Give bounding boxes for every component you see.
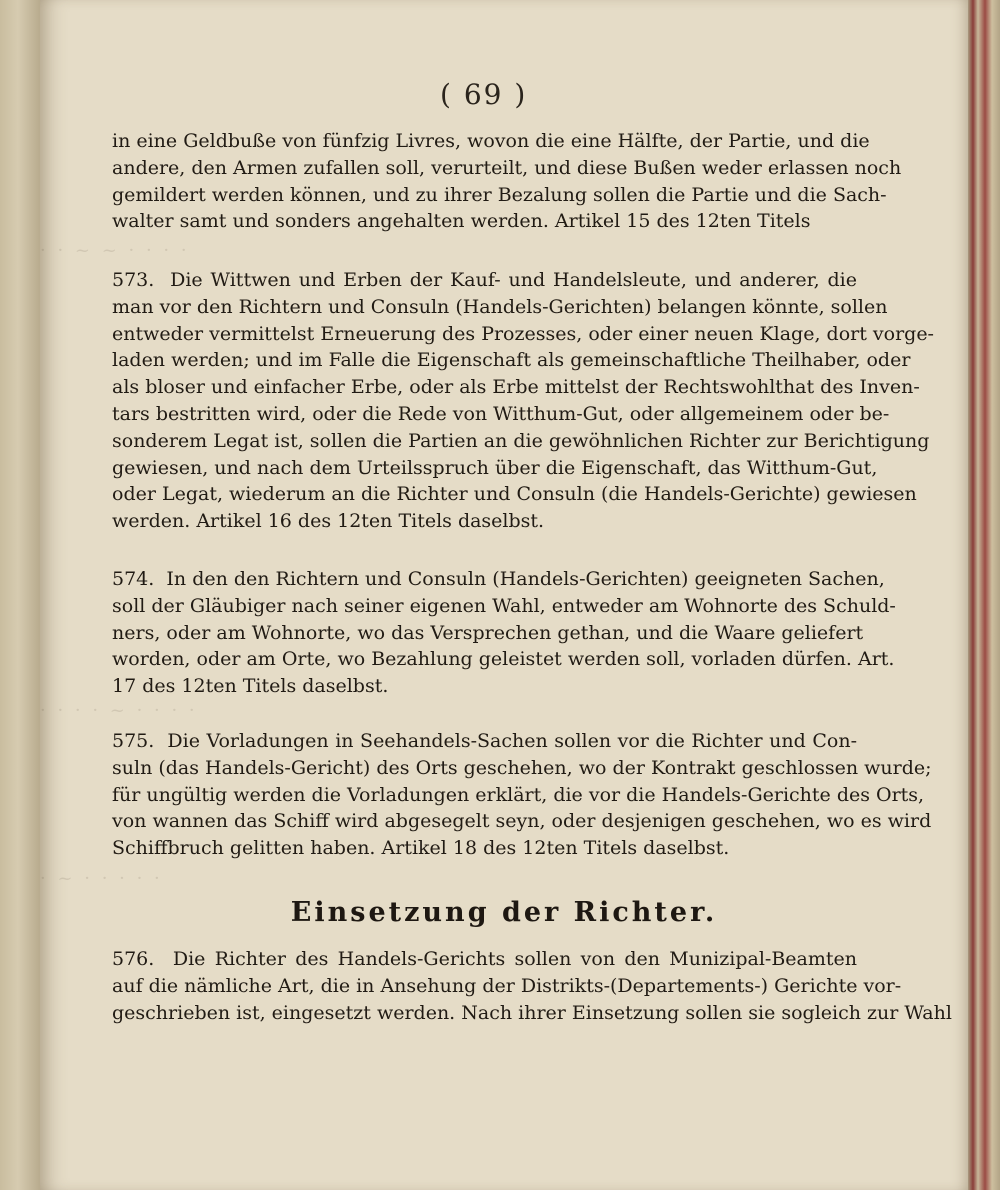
- text-line: entweder vermittelst Erneuerung des Prozesses, oder einer neuen Klage, dort vorge-: [112, 322, 934, 345]
- text-line: werden. Artikel 16 des 12ten Titels daselbst.: [112, 510, 545, 533]
- text-line: in eine Geldbuße von fünfzig Livres, wovon die eine Hälfte, der Partie, und die: [112, 130, 870, 152]
- text-line: auf die nämliche Art, die in Ansehung der Distrikts-(Departements-) Gerichte vor-: [112, 974, 902, 997]
- paragraph-576: [112, 946, 952, 1026]
- text-line: [112, 566, 885, 593]
- text-line: Schiffbruch gelitten haben. Artikel 18 des 12ten Titels daselbst.: [112, 837, 730, 860]
- left-page-fold: [0, 0, 40, 1190]
- paragraph-number: 575.: [112, 730, 155, 752]
- text-line: man vor den Richtern und Consuln (Handels-Gerichten) belangen könnte, sollen: [112, 295, 888, 318]
- text-line: andere, den Armen zufallen soll, verurteilt, und diese Bußen weder erlassen noch: [112, 156, 902, 179]
- text-line: oder Legat, wiederum an die Richter und Consuln (die Handels-Gerichte) gewiesen: [112, 483, 917, 506]
- text-line: worden, oder am Orte, wo Bezahlung geleistet werden soll, vorladen dürfen. Art.: [112, 648, 895, 671]
- text-line: als bloser und einfacher Erbe, oder als Erbe mittelst der Rechtswohlthat des Inven-: [112, 376, 920, 399]
- text-line: tars bestritten wird, oder die Rede von Witthum-Gut, oder allgemeinem oder be-: [112, 402, 890, 425]
- text-line: 17 des 12ten Titels daselbst.: [112, 675, 389, 698]
- text-line: [112, 728, 857, 755]
- paragraph-573: [112, 267, 934, 535]
- text-line: soll der Gläubiger nach seiner eigenen Wahl, entweder am Wohnorte des Schuld-: [112, 594, 896, 617]
- text-line: laden werden; und im Falle die Eigenschaft als gemeinschaftliche Theilhaber, oder: [112, 349, 911, 372]
- text-line: für ungültig werden die Vorladungen erklärt, die vor die Handels-Gerichte des Orts,: [112, 783, 925, 806]
- paragraph-number: 574.: [112, 568, 155, 590]
- paragraph-text: In den den Richtern und Consuln (Handels-Gerichten) geeigneten Sachen,: [166, 568, 885, 590]
- text-line: [112, 267, 857, 294]
- paragraph-574: [112, 566, 896, 700]
- text-line: gemildert werden können, und zu ihrer Bezalung sollen die Partie und die Sach-: [112, 183, 887, 206]
- text-line: gewiesen, und nach dem Urteilsspruch über die Eigenschaft, das Witthum-Gut,: [112, 456, 878, 479]
- page-number: ( 69 ): [440, 78, 528, 111]
- bleed-through-text: · ~ · · · · ·: [40, 868, 163, 889]
- paragraph-text: Die Wittwen und Erben der Kauf- und Handelsleute, und anderer, die: [170, 269, 857, 291]
- text-line: sonderem Legat ist, sollen die Partien an die gewöhnlichen Richter zur Berichtigung: [112, 429, 930, 452]
- paragraph-text: Die Richter des Handels-Gerichts sollen von den Munizipal-Beamten: [172, 948, 857, 970]
- paragraph-575: [112, 728, 932, 862]
- bleed-through-text: · · ~ ~ · · · ·: [40, 240, 190, 261]
- text-line: von wannen das Schiff wird abgesegelt seyn, oder desjenigen geschehen, wo es wird: [112, 810, 932, 833]
- intro-text: [112, 128, 902, 235]
- paragraph-number: 576.: [112, 948, 155, 970]
- text-line: geschrieben ist, eingesetzt werden. Nach ihrer Einsetzung sollen sie sogleich zur Wahl: [112, 1001, 952, 1024]
- section-heading: Einsetzung der Richter.: [290, 897, 718, 928]
- text-line: walter samt und sonders angehalten werden. Artikel 15 des 12ten Titels: [112, 210, 811, 233]
- paragraph-text: Die Vorladungen in Seehandels-Sachen sollen vor die Richter und Con-: [167, 730, 857, 752]
- bleed-through-text: · · · · ~ · · · ·: [40, 700, 198, 721]
- text-line: [112, 946, 857, 973]
- book-page: [40, 0, 968, 1190]
- text-line: suln (das Handels-Gericht) des Orts geschehen, wo der Kontrakt geschlossen wurde;: [112, 756, 932, 779]
- paragraph-number: 573.: [112, 269, 155, 291]
- text-line: ners, oder am Wohnorte, wo das Versprechen gethan, und die Waare geliefert: [112, 621, 864, 644]
